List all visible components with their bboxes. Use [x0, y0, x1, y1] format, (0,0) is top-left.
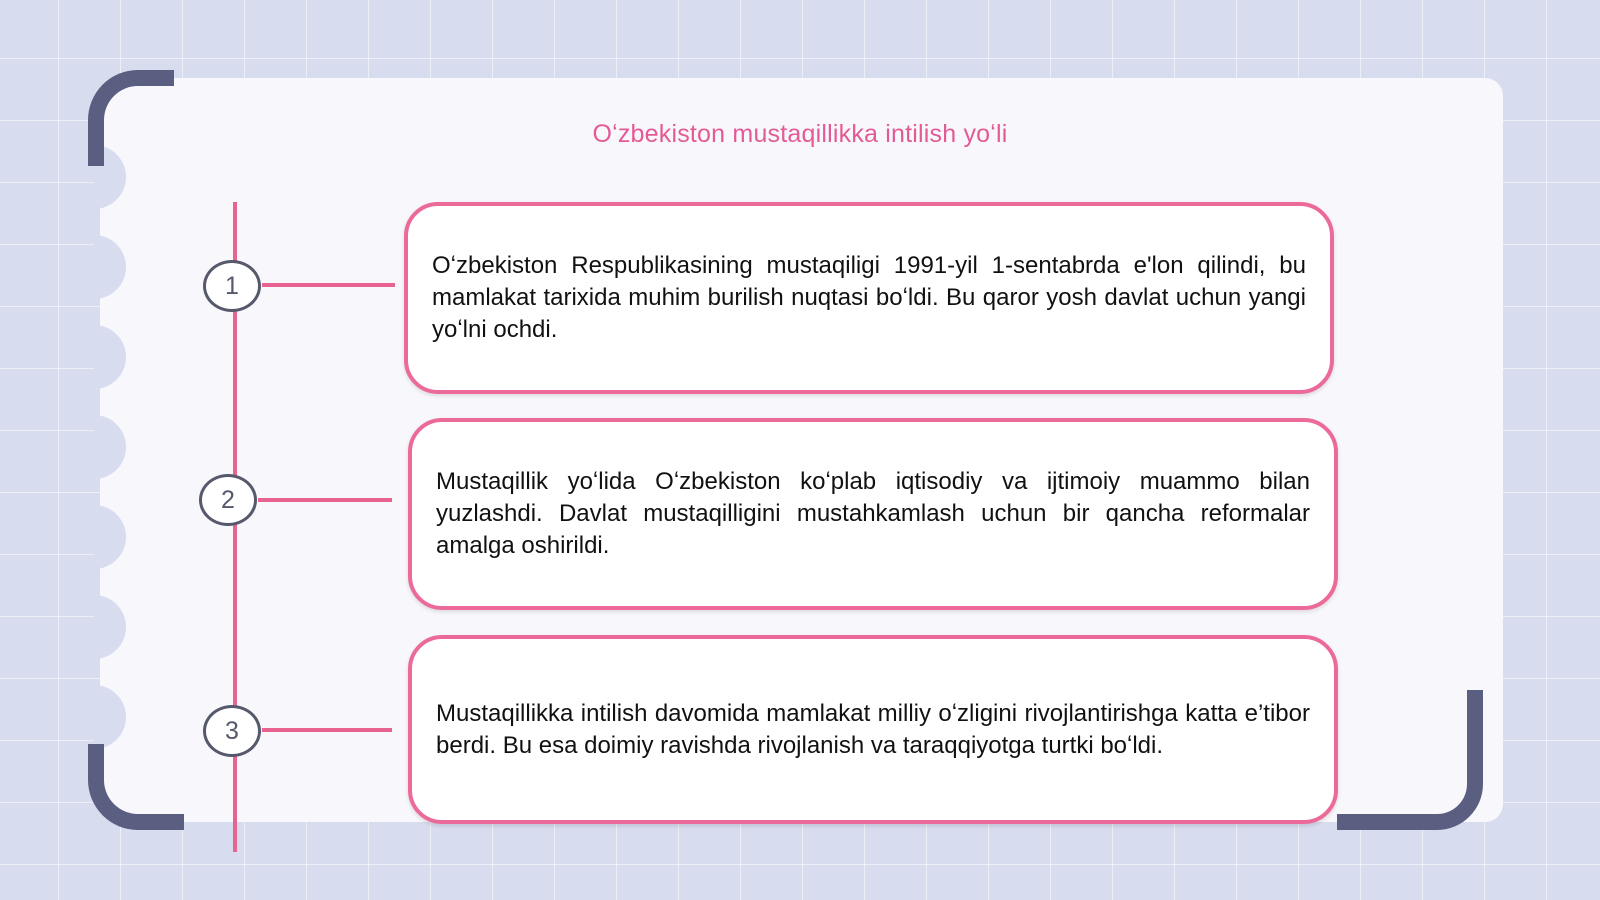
timeline-connector-3	[262, 728, 392, 732]
timeline-card-text: Mustaqillik yoʻlida Oʻzbekiston koʻplab iqtisodiy va ijtimoiy muammo bilan yuzlashdi. Davlat mustaqilligini mustahkamlash uchun bir qancha reformalar amalga oshirildi.	[436, 468, 1310, 559]
timeline-card-3	[408, 635, 1338, 824]
timeline-node-1: 1	[203, 260, 261, 312]
timeline-card-2	[408, 418, 1338, 610]
corner-bracket-bottom-right	[1337, 690, 1483, 830]
timeline-card-text: Mustaqillikka intilish davomida mamlakat milliy oʻzligini rivojlantirishga katta e’tibor berdi. Bu esa doimiy ravishda rivojlanish va taraqqiyotga turtki boʻldi.	[436, 699, 1310, 759]
slide-title: Oʻzbekiston mustaqillikka intilish yoʻli	[592, 120, 1008, 148]
corner-bracket-top-left	[88, 70, 174, 166]
timeline-connector-2	[258, 498, 392, 502]
timeline-node-2: 2	[199, 474, 257, 526]
timeline-card-1	[404, 202, 1334, 394]
timeline-card-text: Oʻzbekiston Respublikasining mustaqiligi 1991-yil 1-sentabrda e'lon qilindi, bu mamlakat tarixida muhim burilish nuqtasi boʻldi. Bu qaror yosh davlat uchun yangi yoʻlni ochdi.	[432, 252, 1306, 343]
timeline-connector-1	[262, 283, 395, 287]
timeline-node-3: 3	[203, 705, 261, 757]
corner-bracket-bottom-left	[88, 744, 184, 830]
